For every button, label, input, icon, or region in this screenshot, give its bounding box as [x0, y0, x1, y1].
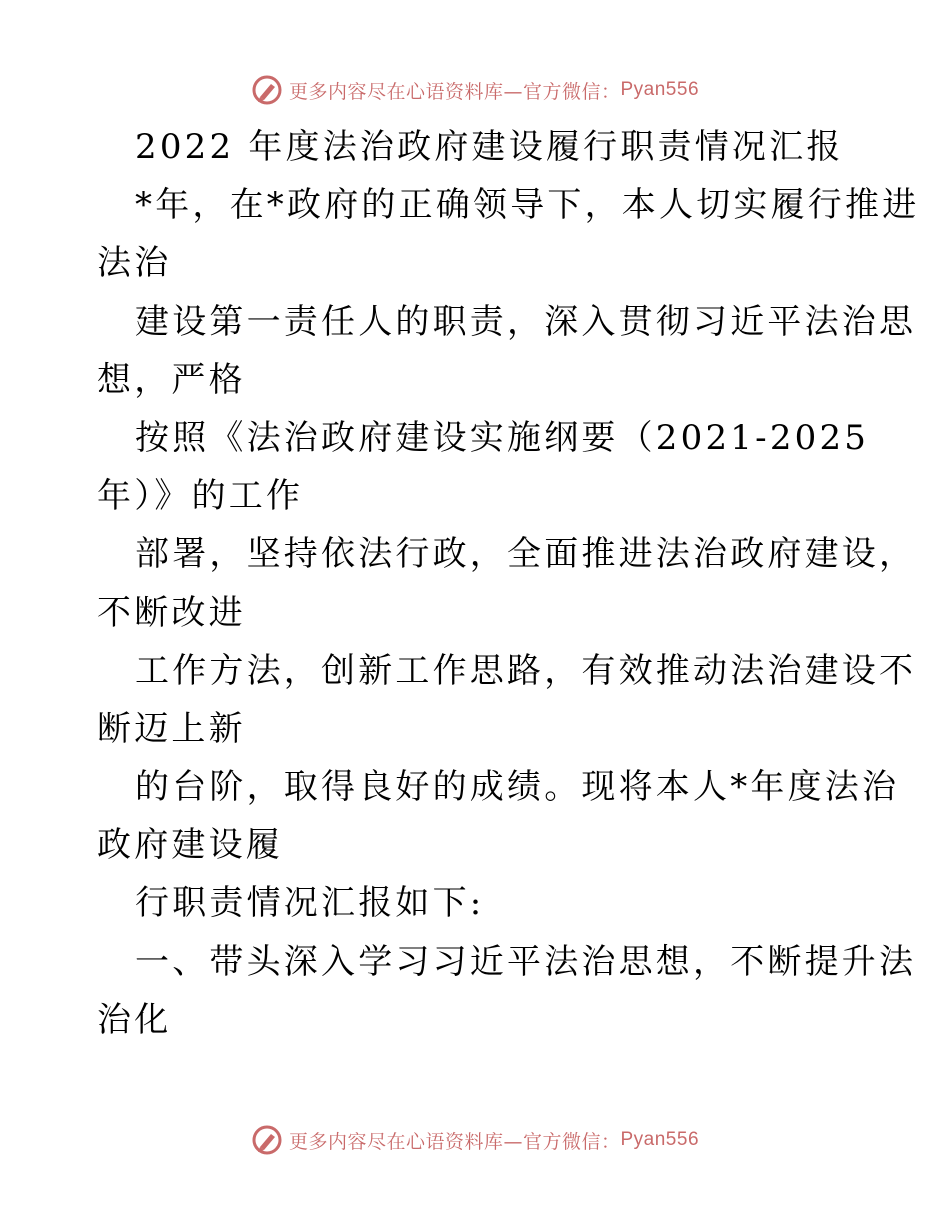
text-line: 法治: [97, 243, 172, 284]
pen-logo-icon: [251, 74, 283, 106]
text-line: 建设第一责任人的职责，深入贯彻习近平法治思: [135, 301, 917, 342]
pen-logo-icon: [251, 1124, 283, 1156]
footer-watermark: [0, 1120, 950, 1160]
document-body: [97, 118, 920, 1049]
text-line: 不断改进: [97, 592, 246, 633]
text-line: 的台阶，取得良好的成绩。现将本人*年度法治: [135, 767, 900, 808]
text-line: 想，严格: [97, 359, 246, 400]
text-line: 年）》的工作: [97, 476, 304, 517]
header-watermark: [0, 70, 950, 110]
text-line: 断迈上新: [97, 708, 246, 749]
text-line: 按照《法治政府建设实施纲要（2021-2025: [135, 417, 870, 458]
text-line: *年，在*政府的正确领导下，本人切实履行推进: [135, 185, 920, 226]
watermark-text: 更多内容尽在心语资料库—官方微信：: [288, 80, 621, 103]
watermark-text: 更多内容尽在心语资料库—官方微信：: [288, 1130, 621, 1153]
text-line: 2022 年度法治政府建设履行职责情况汇报: [135, 127, 844, 167]
text-line: 工作方法，创新工作思路，有效推动法治建设不: [135, 650, 917, 691]
text-line: 政府建设履: [97, 825, 283, 866]
watermark-wechat-id: Pyan556: [620, 79, 700, 100]
text-line: 部署，坚持依法行政，全面推进法治政府建设，: [135, 534, 917, 575]
watermark-wechat-id: Pyan556: [620, 1129, 700, 1150]
text-line: 一、带头深入学习习近平法治思想，不断提升法: [135, 941, 917, 982]
text-line: 治化: [97, 999, 172, 1040]
text-line: 行职责情况汇报如下:: [135, 883, 485, 924]
